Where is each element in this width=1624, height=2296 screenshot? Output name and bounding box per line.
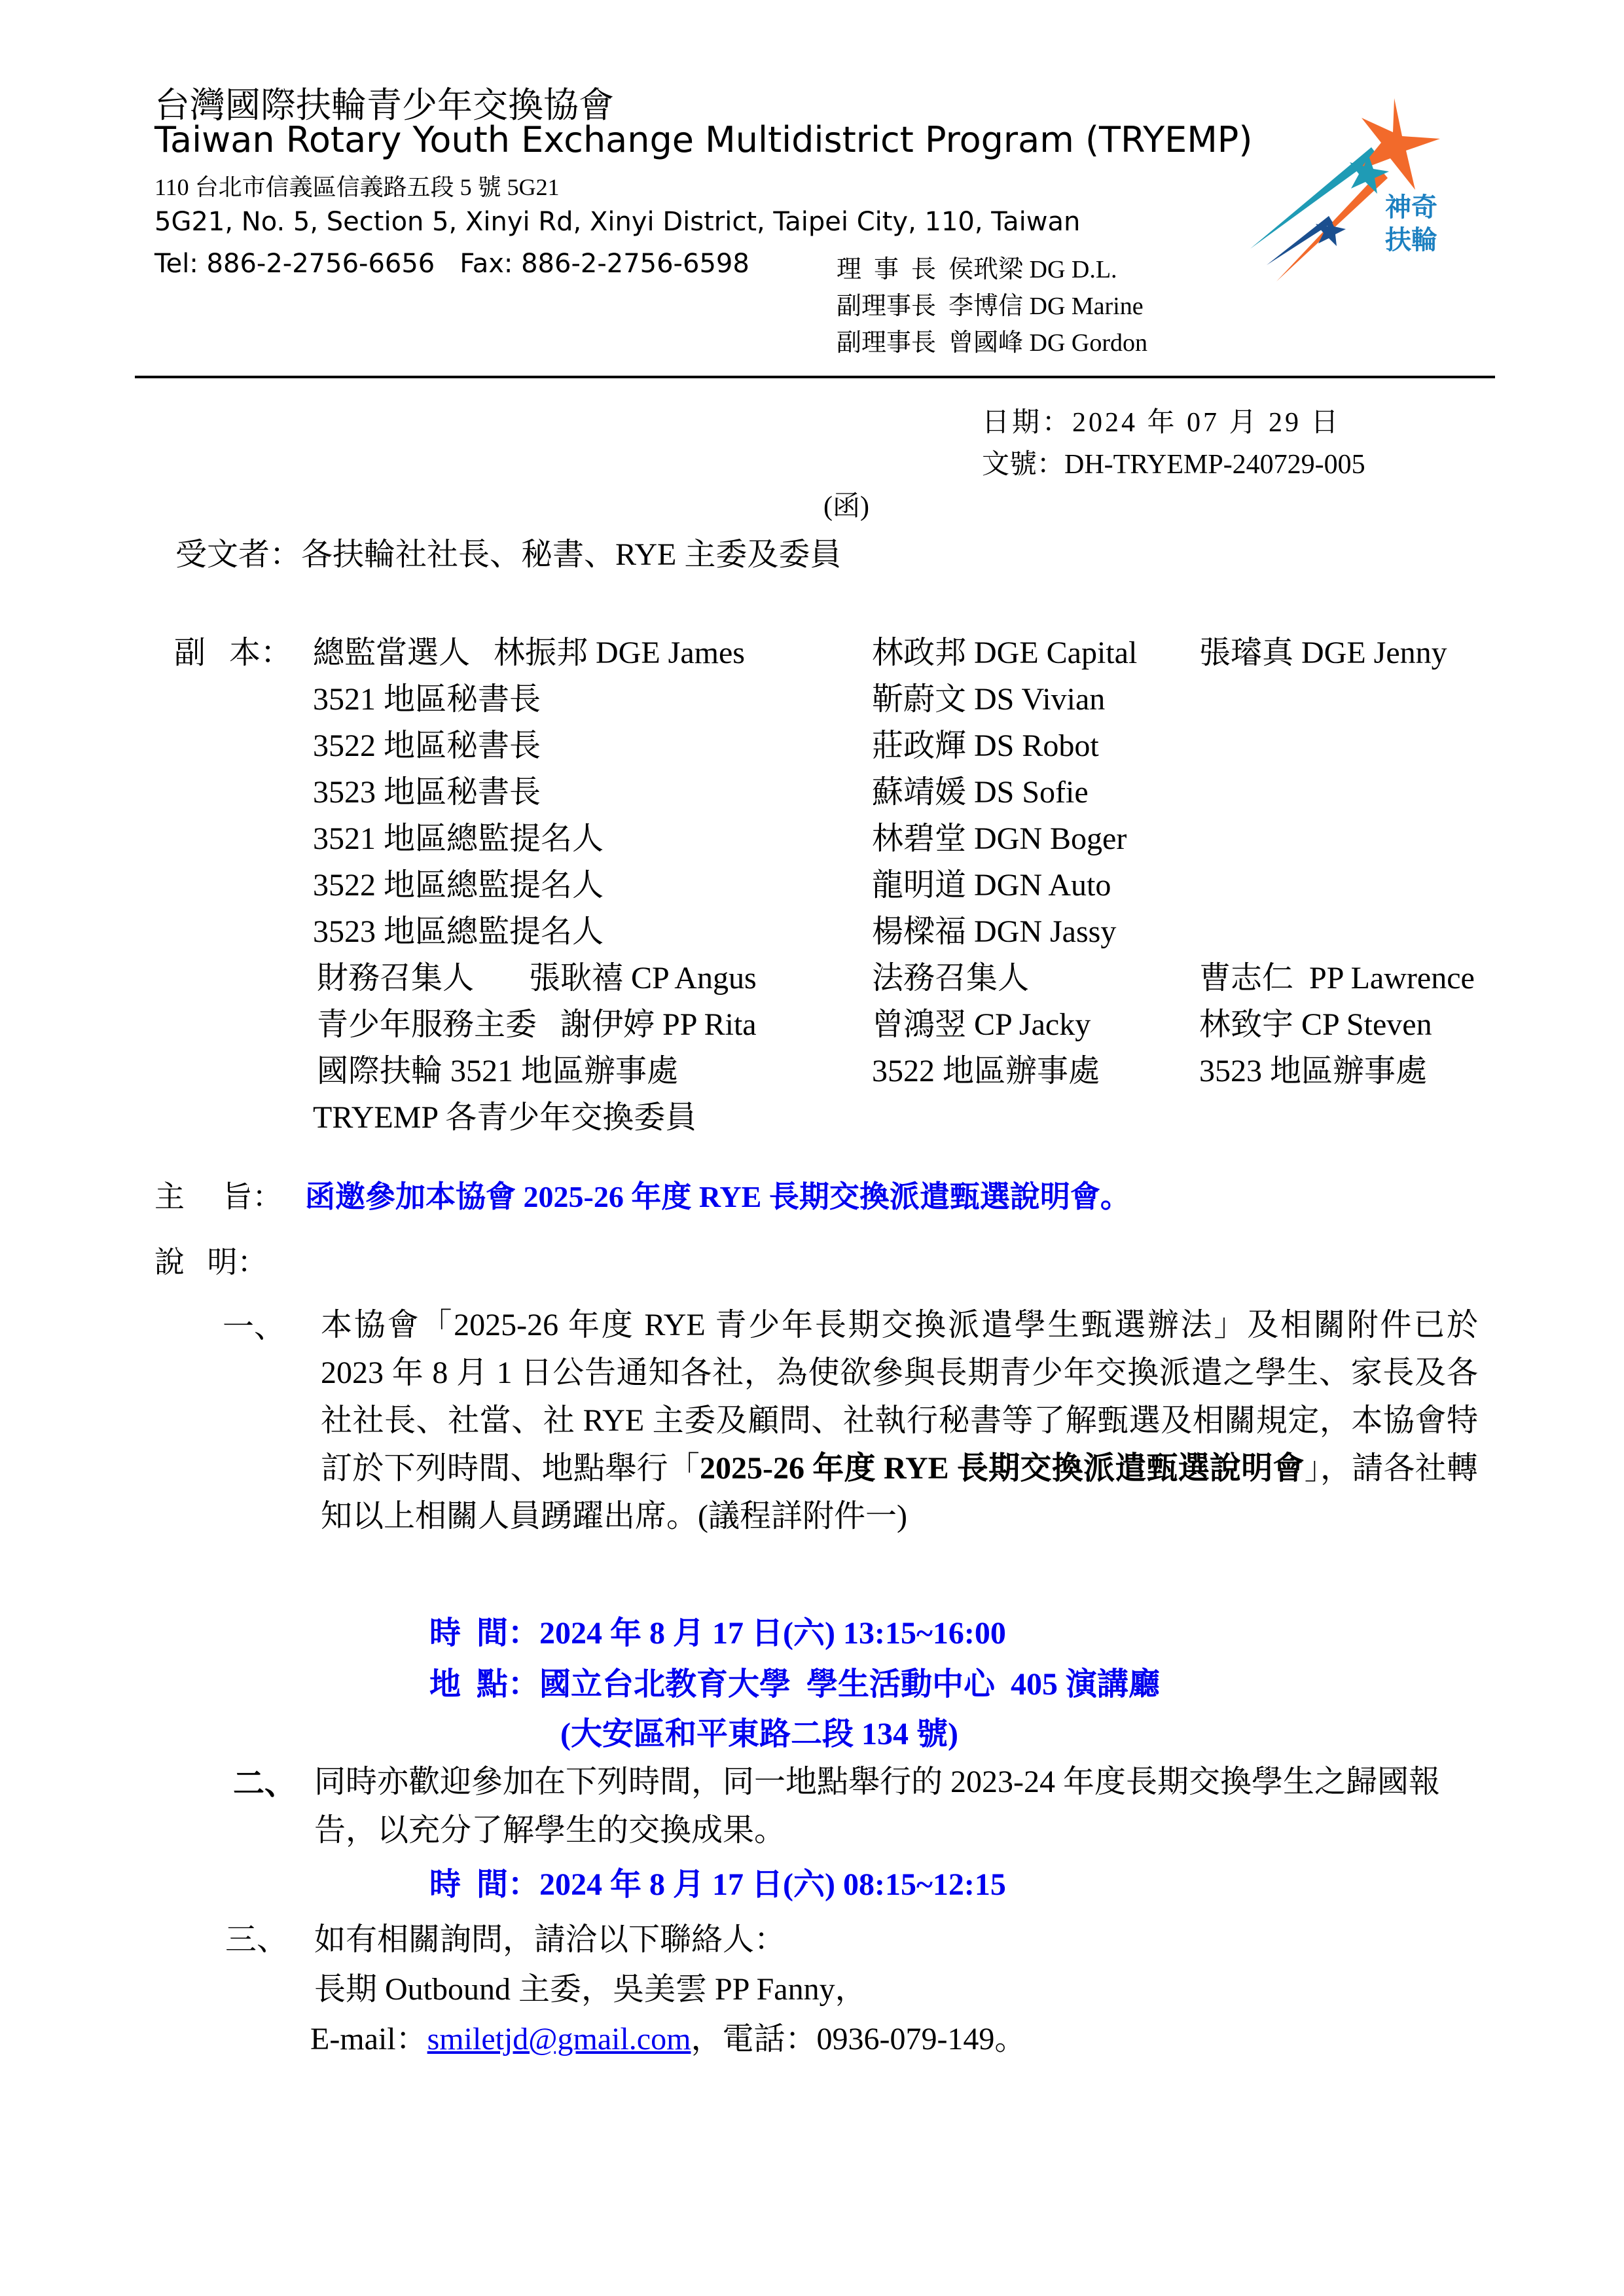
cc-row-5-col-1: 3521 地區總監提名人 [313,821,604,856]
cc-row-6-col-2: 龍明道 DGN Auto [872,868,1111,903]
item-1-time: 時 間：2024 年 8 月 17 日(六) 13:15~16:00 [429,1616,1006,1651]
header-divider [135,376,1495,378]
item-1-text-a: 本協會「2025-26 年度 RYE 青少年長期交換派遣學生甄選辦法」及相關附件已於 2023 年 8 月 1 日公告通知各社，為使欲參與長期青少年交換派遣之學生、家長及各社社長、社當、社 RYE 主委及顧問、社執行秘書等了解甄選及相關規定，本協會特訂於下列時間、地點舉行「 [321,1308,1478,1486]
cc-row-7-col-2: 楊樑福 DGN Jassy [872,914,1117,949]
cc-row-6-col-1: 3522 地區總監提名人 [313,868,604,903]
cc-row-4-col-2: 蘇靖媛 DS Sofie [872,775,1089,810]
cc-row-1-col-3: 張璿真 DGE Jenny [1199,636,1447,670]
document-number: 文號：DH-TRYEMP-240729-005 [982,450,1365,480]
item-2-time: 時 間：2024 年 8 月 17 日(六) 08:15~12:15 [429,1867,1006,1902]
org-name-en: Taiwan Rotary Youth Exchange Multidistrict Program (TRYEMP) [154,119,1253,160]
cc-row-5-col-2: 林碧堂 DGN Boger [872,821,1127,856]
cc-label: 副 本： [174,636,293,670]
contact-line [310,2013,1026,2058]
email-label: E-mail： [310,2022,427,2056]
description-label: 說 明： [154,1246,268,1279]
cc-row-3-col-1: 3522 地區秘書長 [313,728,541,763]
tel-fax: Tel: 886-2-2756-6656 Fax: 886-2-2756-6598 [154,249,749,279]
cc-row-10-col-1: 國際扶輪 3521 地區辦事處 [317,1054,679,1088]
cc-row-9-col-1: 青少年服務主委 謝伊婷 PP Rita [317,1007,757,1042]
item-1-paragraph [321,1301,1478,1540]
logo-text-line2: 扶輪 [1385,225,1437,255]
item-1-place-address: (大安區和平東路二段 134 號) [560,1717,958,1751]
cc-row-3-col-2: 莊政輝 DS Robot [872,728,1099,763]
officer-vice-chairman-2: 副理事長 曾國峰 DG Gordon [837,329,1147,357]
email-link[interactable]: smiletjd@gmail.com [427,2022,691,2056]
letter-type: (函) [823,492,869,522]
address-en: 5G21, No. 5, Section 5, Xinyi Rd, Xinyi District, Taipei City, 110, Taiwan [154,207,1081,237]
item-1-text-b: 」，請各社轉知以上相關人員踴躍出席。(議程詳附件一) [321,1451,1478,1534]
item-1-number: 一、 [223,1310,286,1344]
cc-row-8-col-2: 法務召集人 [872,961,1030,996]
cc-row-10-col-2: 3522 地區辦事處 [872,1054,1100,1088]
cc-row-4-col-1: 3523 地區秘書長 [313,775,541,810]
contact-phone: ，電話：0936-079-149。 [691,2022,1026,2056]
cc-row-7-col-1: 3523 地區總監提名人 [313,914,604,949]
org-name-cn: 台灣國際扶輪青少年交換協會 [154,86,614,125]
officer-vice-chairman-1: 副理事長 李博信 DG Marine [837,293,1144,320]
item-2-number: 二、 [233,1767,297,1801]
subject-label: 主 旨： [154,1180,283,1213]
item-2-text: 同時亦歡迎參加在下列時間，同一地點舉行的 2023-24 年度長期交換學生之歸國報告，以充分了解學生的交換成果。 [314,1765,1440,1848]
cc-row-2-col-2: 靳蔚文 DS Vivian [872,682,1106,717]
cc-row-2-col-1: 3521 地區秘書長 [313,682,541,717]
cc-row-9-col-2: 曾鴻翌 CP Jacky [872,1007,1091,1042]
address-cn: 110 台北市信義區信義路五段 5 號 5G21 [154,174,560,200]
cc-row-8-col-1: 財務召集人 張耿禧 CP Angus [317,961,757,996]
cc-row-9-col-3: 林致宇 CP Steven [1199,1007,1432,1042]
subject-text: 函邀參加本協會 2025-26 年度 RYE 長期交換派遣甄選說明會。 [305,1180,1130,1213]
contact-person: 長期 Outbound 主委，吳美雲 PP Fanny， [314,1972,867,2007]
recipient-line: 受文者：各扶輪社社長、秘書、RYE 主委及委員 [175,537,842,572]
cc-row-11-col-1: TRYEMP 各青少年交換委員 [313,1100,697,1135]
rotary-magic-logo [1231,85,1466,295]
document-date: 日期：2024 年 07 月 29 日 [982,408,1341,438]
item-1-place: 地 點：國立台北教育大學 學生活動中心 405 演講廳 [429,1667,1161,1702]
cc-row-1-col-1: 總監當選人 林振邦 DGE James [313,636,745,670]
item-3-text: 如有相關詢問，請洽以下聯絡人： [314,1922,786,1957]
cc-row-8-col-3: 曹志仁 PP Lawrence [1199,961,1475,996]
item-3-number: 三、 [225,1922,289,1957]
cc-row-1-col-2: 林政邦 DGE Capital [872,636,1138,670]
item-1-text-bold: 2025-26 年度 RYE 長期交換派遣甄選說明會 [700,1451,1305,1486]
logo-text-line1: 神奇 [1385,192,1437,223]
cc-row-10-col-3: 3523 地區辦事處 [1199,1054,1428,1088]
officer-chairman: 理 事 長 侯玳梁 DG D.L. [837,256,1117,283]
